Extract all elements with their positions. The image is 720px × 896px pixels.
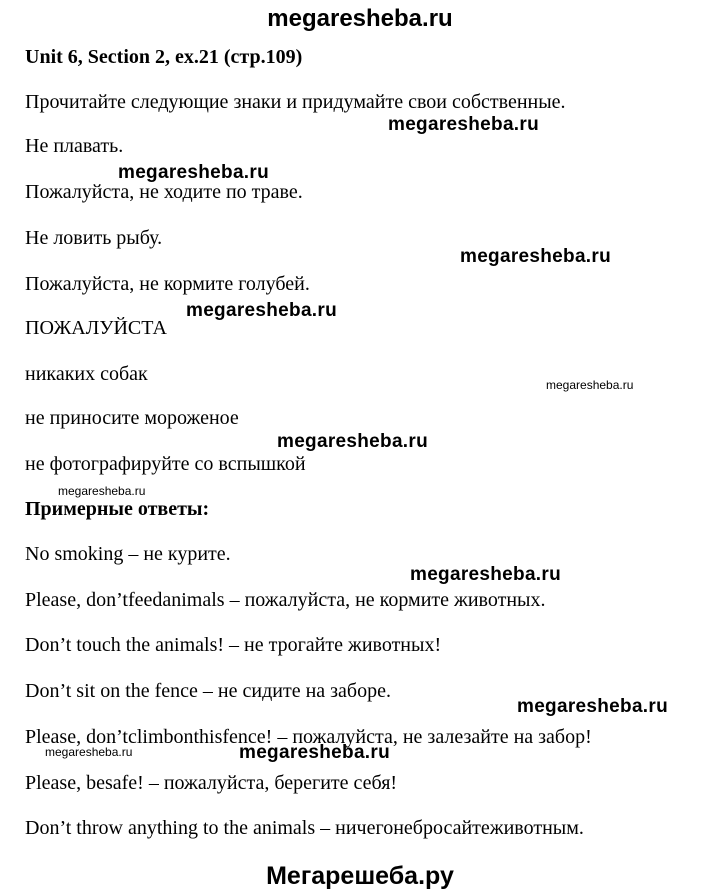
watermark: megaresheba.ru bbox=[517, 696, 668, 717]
sign-item: не приносите мороженое bbox=[25, 407, 239, 429]
site-header-title: megaresheba.ru bbox=[267, 5, 453, 32]
task-instruction: Прочитайте следующие знаки и придумайте свои собственные. bbox=[25, 91, 566, 113]
watermark-small: megaresheba.ru bbox=[58, 484, 146, 498]
answer-item: Please, don’tclimbonthisfence! – пожалуйста, не залезайте на забор! bbox=[25, 726, 592, 748]
watermark-small: megaresheba.ru bbox=[45, 745, 133, 759]
watermark: megaresheba.ru bbox=[410, 564, 561, 585]
watermark: megaresheba.ru bbox=[277, 431, 428, 452]
watermark: megaresheba.ru bbox=[239, 742, 390, 763]
answer-item: Don’t throw anything to the animals – ничегонебросайтеживотным. bbox=[25, 817, 584, 839]
sign-item: Пожалуйста, не кормите голубей. bbox=[25, 273, 310, 295]
answer-item: Please, besafe! – пожалуйста, берегите себя! bbox=[25, 772, 398, 794]
watermark: megaresheba.ru bbox=[186, 300, 337, 321]
watermark: megaresheba.ru bbox=[118, 162, 269, 183]
sign-item: не фотографируйте со вспышкой bbox=[25, 453, 306, 475]
site-footer-title: Мегарешеба.ру bbox=[266, 862, 454, 890]
answer-item: No smoking – не курите. bbox=[25, 543, 231, 565]
sign-item: Не ловить рыбу. bbox=[25, 227, 163, 249]
watermark-small: megaresheba.ru bbox=[546, 378, 634, 392]
sign-item: Не плавать. bbox=[25, 135, 124, 157]
answer-item: Don’t touch the animals! – не трогайте животных! bbox=[25, 634, 442, 656]
sign-item: никаких собак bbox=[25, 363, 148, 385]
answer-item: Please, don’tfeedanimals – пожалуйста, не кормите животных. bbox=[25, 589, 546, 611]
watermark: megaresheba.ru bbox=[388, 114, 539, 135]
answers-heading: Примерные ответы: bbox=[25, 498, 210, 520]
sign-item: Пожалуйста, не ходите по траве. bbox=[25, 181, 303, 203]
answer-item: Don’t sit on the fence – не сидите на заборе. bbox=[25, 680, 391, 702]
exercise-title: Unit 6, Section 2, ex.21 (стр.109) bbox=[25, 46, 303, 68]
sign-item: ПОЖАЛУЙСТА bbox=[25, 317, 167, 339]
watermark: megaresheba.ru bbox=[460, 246, 611, 267]
